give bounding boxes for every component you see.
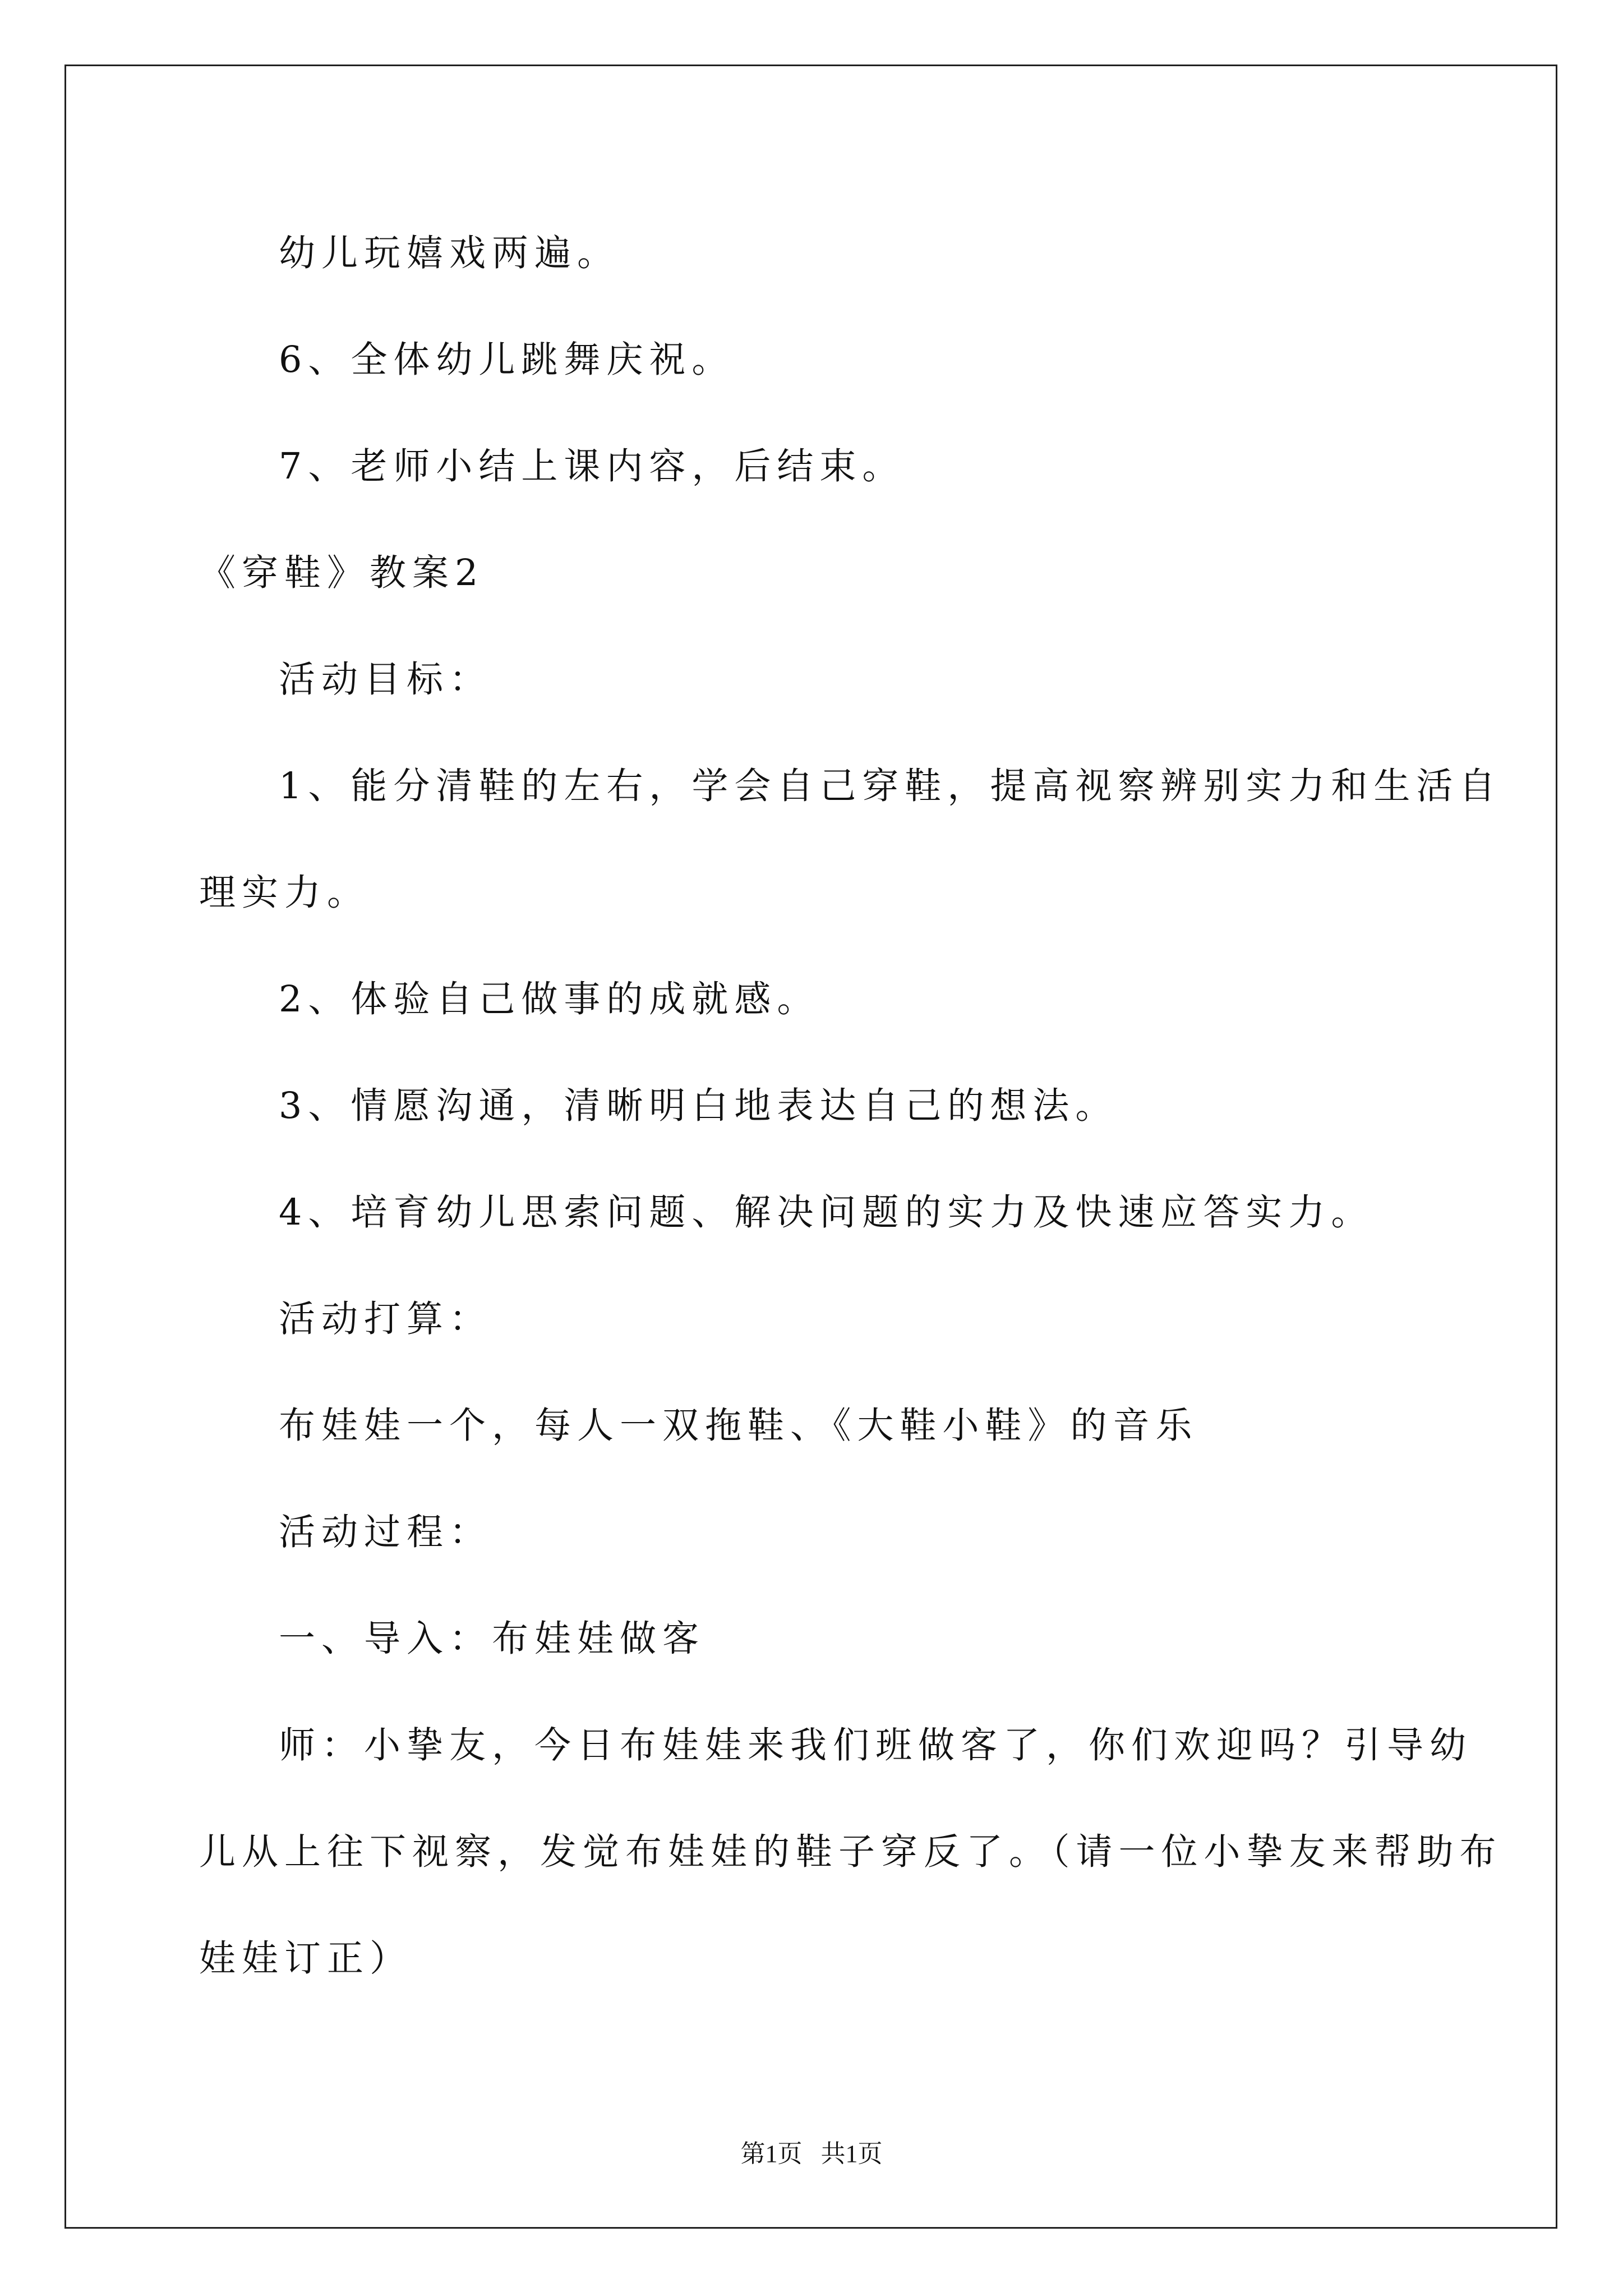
text-line: 师：小挚友，今日布娃娃来我们班做客了，你们欢迎吗？引导幼: [279, 1724, 1473, 1766]
text-line: 儿从上往下视察，发觉布娃娃的鞋子穿反了。（请一位小挚友来帮助布: [199, 1831, 1502, 1873]
page-footer: 第1页 共1页: [740, 2140, 883, 2168]
text-line: 6、全体幼儿跳舞庆祝。: [279, 339, 735, 381]
text-line: 活动目标：: [279, 659, 492, 701]
text-line: 娃娃订正）: [199, 1938, 413, 1980]
section-heading: 《穿鞋》教案2: [199, 552, 485, 594]
text-line: 一、导入：布娃娃做客: [279, 1618, 706, 1660]
text-line: 2、体验自己做事的成就感。: [279, 978, 820, 1020]
text-line: 4、培育幼儿思索问题、解决问题的实力及快速应答实力。: [279, 1191, 1374, 1234]
text-line: 活动过程：: [279, 1511, 492, 1553]
text-line: 理实力。: [199, 872, 370, 914]
text-line: 幼儿玩嬉戏两遍。: [279, 232, 620, 274]
text-line: 活动打算：: [279, 1298, 492, 1340]
text-line: 布娃娃一个，每人一双拖鞋、《大鞋小鞋》的音乐: [279, 1405, 1198, 1447]
text-line: 7、老师小结上课内容，后结束。: [279, 445, 905, 487]
text-line: 1、能分清鞋的左右，学会自己穿鞋，提高视察辨别实力和生活自: [279, 765, 1502, 807]
text-line: 3、情愿沟通，清晰明白地表达自己的想法。: [279, 1085, 1118, 1127]
page-border: [64, 65, 1557, 2229]
